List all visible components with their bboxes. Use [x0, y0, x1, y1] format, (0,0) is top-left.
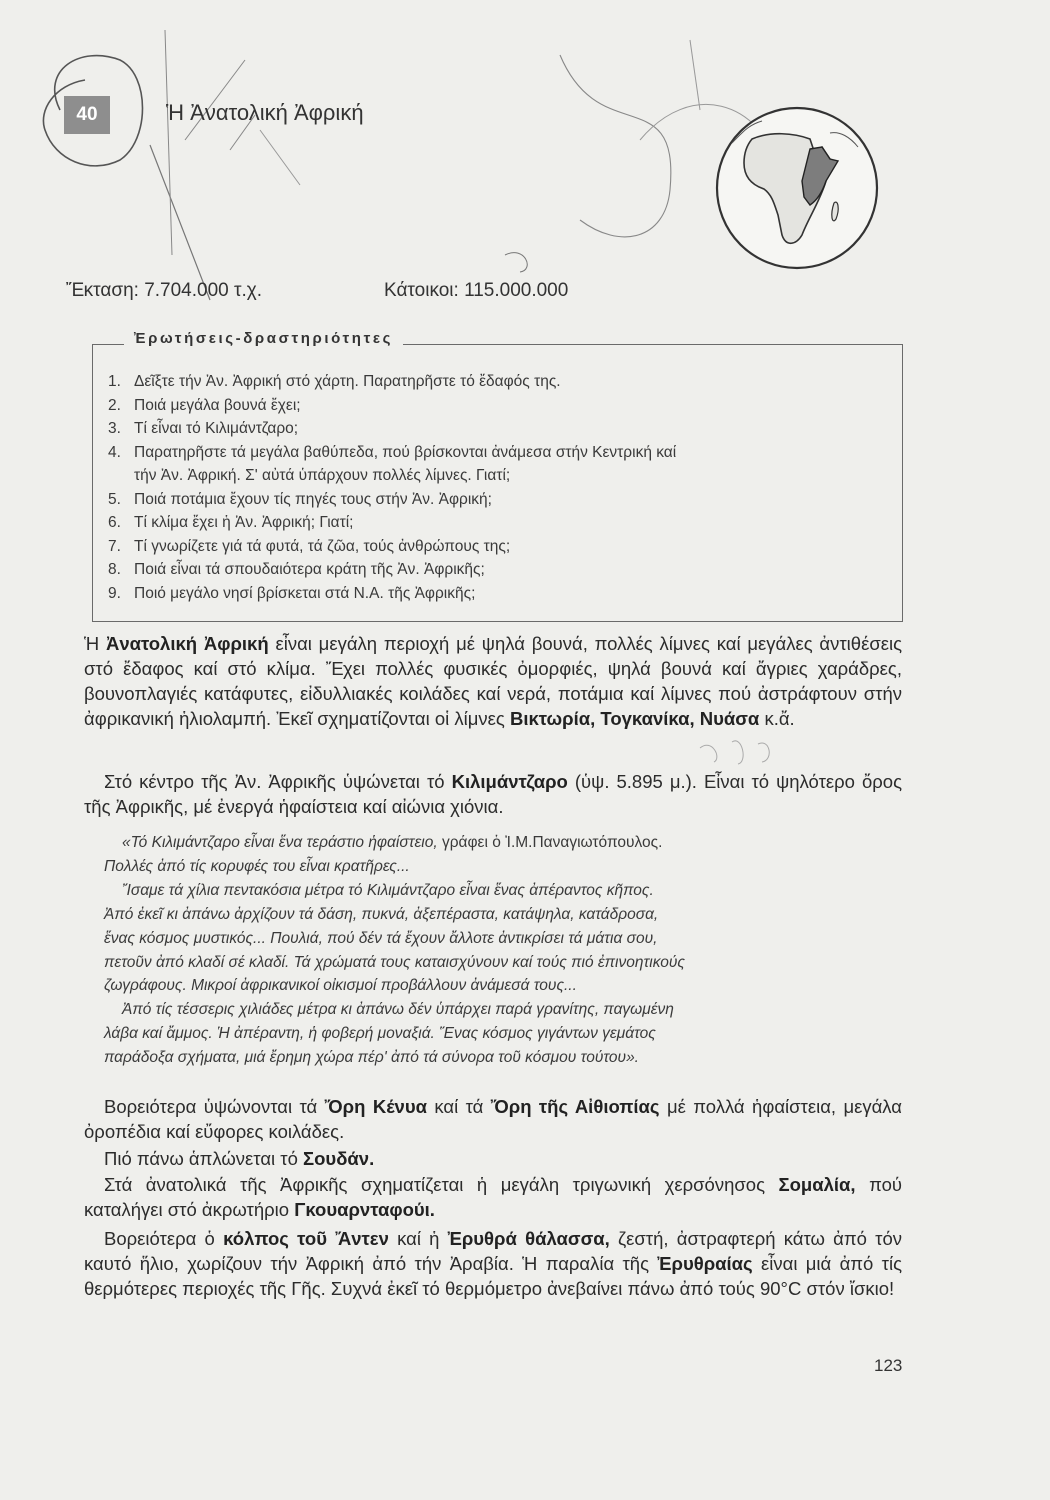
questions-title: Ἐρωτήσεις-δραστηριότητες [124, 330, 403, 347]
question-item: 5. Ποιά ποτάμια ἔχουν τίς πηγές τους στήν Ἀν. Ἀφρική; [108, 490, 492, 508]
question-item: 1. Δεῖξτε τήν Ἀν. Ἀφρική στό χάρτη. Παρατηρῆστε τό ἔδαφός της. [108, 373, 561, 390]
paragraph-red-sea: Βορειότερα ὁ κόλπος τοῦ Ἄντεν καί ἡ Ἐρυθρά θάλασσα, ζεστή, ἀστραφτερή κάτω ἀπό τόν καυτό ἥλιο, χωρίζουν τήν Ἀφρική ἀπό τήν Ἀραβία. Ἡ παραλία τῆς Ἐρυθραίας εἶναι μιά ἀπό τίς θερμότερες περιοχές τῆς Γῆς. Συχνά ἐκεῖ τό θερμόμετρο ἀνεβαίνει πάνω ἀπό τούς 90°C στόν ἴσκιο! [84, 1228, 902, 1299]
question-item: 8. Ποιά εἶναι τά σπουδαιότερα κράτη τῆς Ἀν. Ἀφρικῆς; [108, 561, 485, 578]
area-stat: Ἔκταση: 7.704.000 τ.χ. [66, 280, 263, 301]
population-stat: Κάτοικοι: 115.000.000 [384, 280, 569, 301]
quote-line: παράδοξα σχήματα, μιά ἔρημη χώρα πέρ' ἀπό τά σύνορα τοῦ κόσμου τούτου». [104, 1049, 639, 1067]
question-item: 6. Τί κλίμα ἔχει ἡ Ἀν. Ἀφρική; Γιατί; [108, 514, 354, 531]
quote-line: ζωγράφους. Μικροί ἀφρικανικοί οἰκισμοί προβάλλουν ἀνάμεσά τους... [104, 977, 577, 995]
quote-line: Ἴσαμε τά χίλια πεντακόσια μέτρα τό Κιλιμάντζαρο εἶναι ἕνας ἀπέραντος κῆπος. [122, 881, 654, 899]
question-item: 7. Τί γνωρίζετε γιά τά φυτά, τά ζῶα, τούς ἀνθρώπους της; [108, 537, 511, 555]
quotation-block [104, 831, 874, 1070]
question-item: 3. Τί εἶναι τό Κιλιμάντζαρο; [108, 420, 299, 437]
quote-line: Ἀπό τίς τέσσερις χιλιάδες μέτρα κι ἀπάνω δέν ὑπάρχει παρά γρανίτης, παγωμένη [122, 1001, 674, 1019]
question-item: 4. Παρατηρῆστε τά μεγάλα βαθύπεδα, πού βρίσκονται ἀνάμεσα στήν Κεντρική καί [108, 443, 677, 461]
question-item: 2. Ποιά μεγάλα βουνά ἔχει; [108, 396, 301, 414]
paragraph-sudan: Πιό πάνω ἁπλώνεται τό Σουδάν. [104, 1148, 375, 1169]
quote-line: λάβα καί ἄμμος. Ἡ ἀπέραντη, ἡ φοβερή μοναξιά. Ἕνας κόσμος γιγάντων γεμάτος [104, 1025, 656, 1043]
chapter-number-badge: 40 [64, 96, 110, 134]
quote-line: «Τό Κιλιμάντζαρο εἶναι ἕνα τεράστιο ἡφαίστειο, [122, 834, 438, 851]
paragraph-ethiopia: Βορειότερα ὑψώνονται τά Ὄρη Κένυα καί τά Ὄρη τῆς Αἰθιοπίας μέ πολλά ἡφαίστεια, μεγάλα ὀροπέδια καί εὔφορες κοιλάδες. [84, 1096, 902, 1142]
chapter-title: Ἡ Ἀνατολική Ἀφρική [166, 100, 364, 125]
quote-attribution: γράφει ὁ Ἰ.Μ.Παναγιωτόπουλος. [441, 834, 663, 851]
quote-line: Πολλές ἀπό τίς κορυφές του εἶναι κρατῆρες... [104, 857, 410, 875]
quote-line: ἕνας κόσμος μυστικός... Πουλιά, πού δέν τά ἔχουν ἄλλοτε ἀντικρίσει τά μάτια σου, [104, 929, 658, 947]
questions-list [108, 370, 898, 605]
paragraph-kilimanjaro: Στό κέντρο τῆς Ἀν. Ἀφρικῆς ὑψώνεται τό Κιλιμάντζαρο (ὑψ. 5.895 μ.). Εἶναι τό ψηλότερο ὄρος τῆς Ἀφρικῆς, μέ ἐνεργά ἡφαίστεια καί αἰώνια χιόνια. [84, 771, 902, 817]
quote-line: Ἀπό ἐκεῖ κι ἀπάνω ἀρχίζουν τά δάση, πυκνά, ἀξεπέραστα, κατάψηλα, κατάδροσα, [104, 905, 659, 923]
paragraph-somalia: Στά ἀνατολικά τῆς Ἀφρικῆς σχηματίζεται ἡ μεγάλη τριγωνική χερσόνησος Σομαλία, πού καταλήγει στό ἀκρωτήριο Γκουαρνταφούι. [84, 1174, 902, 1220]
page-number: 123 [874, 1356, 903, 1375]
paragraph-intro: Ἡ Ἀνατολική Ἀφρική εἶναι μεγάλη περιοχή μέ ψηλά βουνά, πολλές λίμνες καί μεγάλες ἀντιθέσεις στό ἔδαφος καί στό κλίμα. Ἔχει πολλές φυσικές ὀμορφιές, ψηλά βουνά καί ἄγριες χαράδρες, βουνοπλαγιές κατάφυτες, εἰδυλλιακές κοιλάδες καί νερά, ποτάμια καί λίμνες πού ἀστράφτουν στήν ἀφρικανική ἡλιολαμπή. Ἐκεῖ σχηματίζονται οἱ λίμνες Βικτωρία, Τογκανίκα, Νυάσα κ.ἄ. [84, 633, 903, 729]
africa-locator-map [712, 103, 882, 273]
question-item: 9. Ποιό μεγάλο νησί βρίσκεται στά Ν.Α. τῆς Ἀφρικῆς; [108, 584, 476, 602]
quote-line: πετοῦν ἀπό κλαδί σέ κλαδί. Τά χρώματά τους καταισχύνουν καί τούς πιό ἐπινοητικούς [104, 953, 685, 971]
question-item-continuation: τήν Ἀν. Ἀφρική. Σ' αὐτά ὑπάρχουν πολλές λίμνες. Γιατί; [134, 467, 511, 484]
